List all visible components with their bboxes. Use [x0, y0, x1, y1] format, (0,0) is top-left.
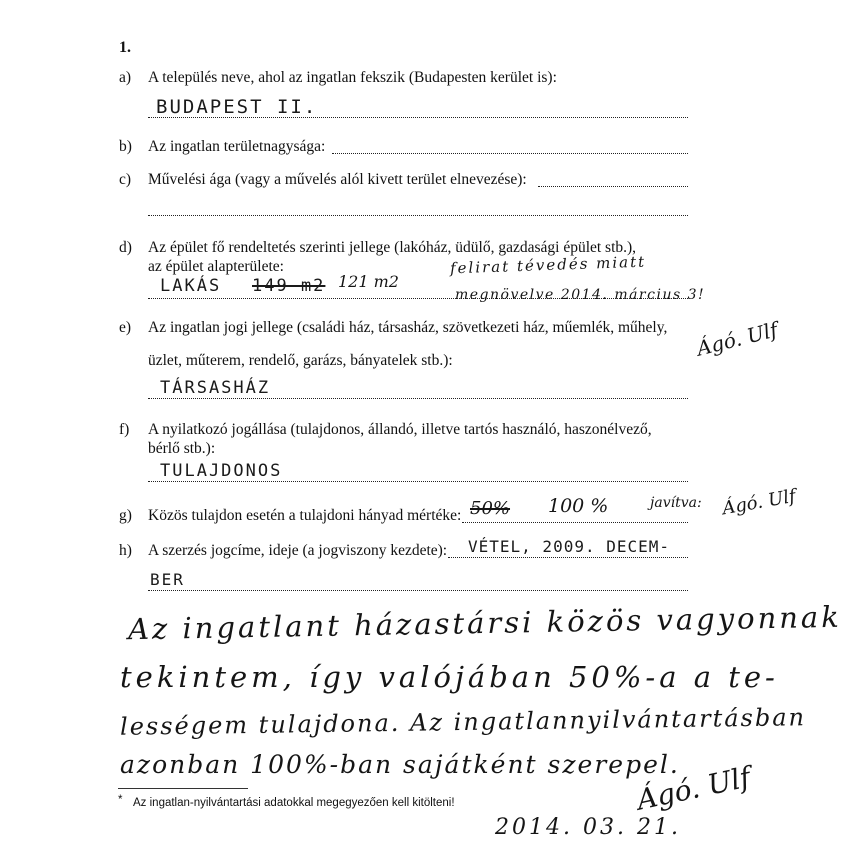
- question-f-answer-line: [148, 481, 688, 482]
- question-a-answer: BUDAPEST II.: [156, 96, 318, 118]
- handwritten-note-line1: Az ingatlant házastársi közös vagyonnak: [127, 599, 842, 647]
- question-h-answer-line2: BER: [150, 570, 185, 589]
- question-g-answer-struck: 50%: [470, 498, 511, 519]
- question-b-answer-line: [332, 153, 688, 154]
- handwritten-note-line3: lességem tulajdona. Az ingatlannyilvántartásban: [119, 703, 807, 741]
- question-e-label-line1: Az ingatlan jogi jellege (családi ház, társasház, szövetkezeti ház, műemlék, műhely,: [148, 319, 668, 336]
- question-g-label: Közös tulajdon esetén a tulajdoni hányad mértéke:: [148, 507, 462, 524]
- question-g-correction-note: javítva:: [650, 495, 702, 511]
- question-a-label: A település neve, ahol az ingatlan fekszik (Budapesten kerület is):: [148, 69, 557, 86]
- question-b-label: Az ingatlan területnagysága:: [148, 138, 326, 155]
- question-d-answer: LAKÁS: [160, 276, 222, 296]
- question-h-answer-line: [448, 557, 688, 558]
- question-f-label-line1: A nyilatkozó jogállása (tulajdonos, állandó, illetve tartós használó, haszonélvező,: [148, 421, 652, 438]
- question-d-label-line2: az épület alapterülete:: [148, 258, 284, 275]
- question-e-answer: TÁRSASHÁZ: [160, 378, 271, 398]
- handwritten-note-line4: azonban 100%-ban sajátként szerepel.: [120, 750, 680, 779]
- question-e-letter: e): [119, 319, 132, 336]
- section-number: 1.: [119, 39, 131, 56]
- footnote-text: Az ingatlan-nyilvántartási adatokkal megegyezően kell kitölteni!: [133, 797, 455, 809]
- question-c-letter: c): [119, 171, 132, 188]
- question-g-initials: Ágó. Ulf: [720, 485, 798, 520]
- signature-date: 2014. 03. 21.: [495, 815, 681, 840]
- question-g-answer-line: [462, 522, 688, 523]
- signature: Ágó. Ulf: [633, 760, 754, 817]
- question-g-answer: 100 %: [548, 495, 609, 517]
- question-h-letter: h): [119, 542, 132, 559]
- question-h-answer-line1: VÉTEL, 2009. DECEM-: [468, 537, 671, 556]
- handwritten-note-line2: tekintem, így valójában 50%-a a te-: [120, 660, 779, 694]
- question-e-answer-line: [148, 398, 688, 399]
- question-d-answer-struck: 149 m2: [252, 276, 326, 296]
- question-g-letter: g): [119, 507, 132, 524]
- question-d-label-line1: Az épület fő rendeltetés szerinti jellege (lakóház, üdülő, gazdasági épület stb.),: [148, 239, 637, 256]
- question-d-initials: Ágó. Ulf: [694, 317, 780, 361]
- footnote-marker: *: [118, 794, 123, 806]
- question-f-letter: f): [119, 421, 130, 438]
- question-c-label: Művelési ága (vagy a művelés alól kivett terület elnevezése):: [148, 171, 527, 188]
- footnote-rule: [118, 788, 248, 789]
- question-a-letter: a): [119, 69, 132, 86]
- question-b-letter: b): [119, 138, 132, 155]
- question-d-correction-note-line2: megnövelve 2014. március 3!: [455, 287, 706, 303]
- question-c-answer-line: [538, 186, 688, 187]
- question-d-answer-new: 121 m2: [338, 272, 399, 291]
- question-f-answer: TULAJDONOS: [160, 461, 283, 481]
- question-d-letter: d): [119, 239, 132, 256]
- question-e-label-line2: üzlet, műterem, rendelő, garázs, bányatelek stb.):: [148, 352, 453, 369]
- question-h-answer-line-2: [148, 590, 688, 591]
- question-d-correction-note-line1: felirat tévedés miatt: [449, 252, 647, 278]
- question-h-label: A szerzés jogcíme, ideje (a jogviszony kezdete):: [148, 542, 448, 559]
- question-c-answer-line-2: [148, 215, 688, 216]
- question-f-label-line2: bérlő stb.):: [148, 440, 216, 457]
